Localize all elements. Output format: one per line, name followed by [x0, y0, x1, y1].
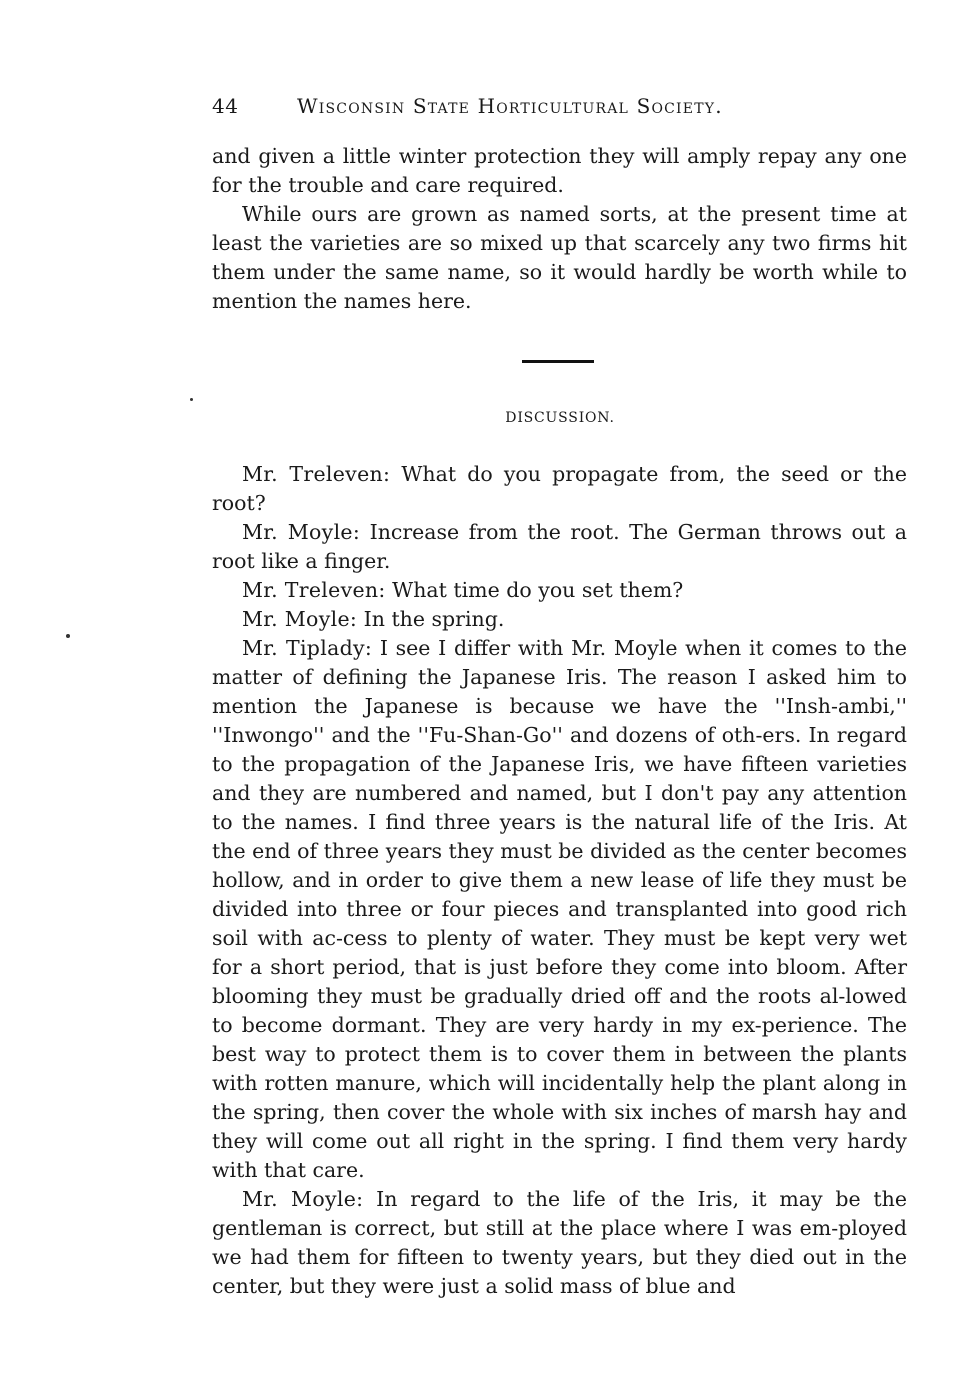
speaker-name: Mr. Treleven: [242, 578, 386, 602]
intro-paragraph: and given a little winter protection they will amply repay any one for the trouble and care required. [212, 144, 907, 197]
speaker-name: Mr. Treleven: [242, 462, 391, 486]
speaker-name: Mr. Tiplady: [242, 636, 373, 660]
speech-text: I see I differ with Mr. Moyle when it comes to the matter of defining the Japanese Iris. The reason I asked him to mention the Japanese is because we have the ''Insh-ambi,'' ''Inwongo'' and the ''Fu-Shan-Go'' and dozens of oth-ers. In regard to the propagation of the Japanese Iris, we have fifteen varieties and they are numbered and named, but I don't pay any attention to the names. I find three years is the natural life of the Iris. At the end of three years they must be divided as the center becomes hollow, and in order to give them a new lease of life they must be divided into three or four pieces and transplanted into good rich soil with ac-cess to plenty of water. They must be kept very wet for a short period, that is just before they come into bloom. After blooming they must be gradually dried off and the roots al-lowed to become dormant. They are very hardy in my ex-perience. The best way to protect them is to cover them in between the plants with rotten manure, which will incidentally help the plant along in the spring, then cover the whole with six inches of marsh hay and they will come out all right in the spring. I find them very hardy with that care. [212, 636, 907, 1182]
discussion-paragraph [212, 634, 907, 1185]
speech-text: In the spring. [363, 607, 505, 631]
intro-text [212, 142, 907, 316]
discussion-paragraph [212, 460, 907, 518]
print-speck [66, 634, 70, 638]
speech-text: What time do you set them? [392, 578, 684, 602]
speech-text: In regard to the life of the Iris, it may be the gentleman is correct, but still at the place where I was em-ployed we had them for fifteen to twenty years, but they died out in the center, but they were just a solid mass of blue and [212, 1187, 907, 1298]
section-divider [522, 360, 594, 363]
discussion-paragraph [212, 518, 907, 576]
section-heading: DISCUSSION. [505, 410, 615, 426]
speech-text: What do you propagate from, the seed or the root? [212, 462, 907, 515]
running-header [212, 94, 912, 118]
page-number: 44 [212, 94, 239, 118]
speech-text: Increase from the root. The German throws out a root like a finger. [212, 520, 907, 573]
discussion-paragraph [212, 605, 907, 634]
speaker-name: Mr. Moyle: [242, 607, 358, 631]
print-speck [190, 398, 193, 401]
speaker-name: Mr. Moyle: [242, 1187, 364, 1211]
running-title: Wisconsin State Horticultural Society. [297, 94, 723, 118]
discussion-paragraph [212, 1185, 907, 1301]
discussion-text [212, 460, 907, 1301]
intro-paragraph: While ours are grown as named sorts, at the present time at least the varieties are so mixed up that scarcely any two firms hit them under the same name, so it would hardly be worth while to mention the names here. [212, 202, 907, 313]
speaker-name: Mr. Moyle: [242, 520, 361, 544]
discussion-paragraph [212, 576, 907, 605]
